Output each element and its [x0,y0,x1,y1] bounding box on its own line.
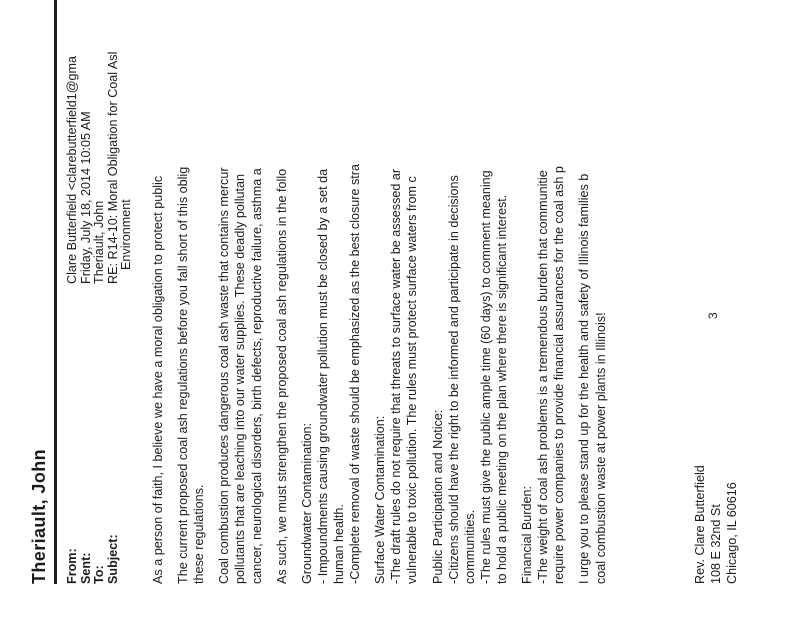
from-value: Clare Butterfield <clarebutterfield1@gma [65,55,79,284]
body-line: coal combustion waste at power plants in Illinois! [593,312,608,584]
body-paragraph [576,0,608,584]
body-line: communities. [462,509,477,584]
email-body [150,0,618,584]
body-line: Financial Burden: [520,485,535,584]
body-line: -The rules must give the public ample time (60 days) to comment meaning [478,170,493,584]
body-paragraph [519,0,567,584]
from-label: From: [65,548,79,584]
sent-label: Sent: [78,552,93,584]
body-line: human health. [331,504,346,584]
body-line: Public Participation and Notice: [430,409,445,584]
body-line: Groundwater Contamination: [299,422,314,584]
body-line: The current proposed coal ash regulations before you fall short of this oblig [176,166,191,584]
body-paragraph [430,0,511,584]
signature-line: Rev. Clare Butterfield [693,465,707,584]
signature-line: 108 E 32nd St [709,504,724,584]
subject-row [105,514,119,584]
body-line: -The weight of coal ash problems is a tremendous burden that communitie [536,170,551,584]
to-row [91,514,105,584]
body-line: vulnerable to toxic pollution. The rules must protect surface waters from c [405,176,420,584]
body-line: - Impoundments causing groundwater pollution must be closed by a set da [315,168,330,584]
body-line: to hold a public meeting on the plan where there is significant interest. [494,194,509,584]
signature-line: Chicago, IL 60616 [725,482,740,584]
subject-value: RE: R14-10: Moral Obligation for Coal Asl [105,51,120,284]
body-paragraph [274,0,290,584]
to-value: Theriault, John [92,200,106,284]
body-line: I urge you to please stand up for the health and safety of Illinois families b [577,173,592,584]
body-line: As such, we must strengthen the proposed coal ash regulations in the follo [274,168,289,584]
sent-value: Friday, July 18, 2014 10:05 AM [78,111,93,284]
page-number: 3 [706,312,720,319]
body-line: these regulations. [192,484,207,584]
body-line: -Citizens should have the right to be informed and participate in decisions [446,175,461,584]
body-line: As a person of faith, I believe we have a moral obligation to protect public [151,175,165,584]
body-line: -The draft rules do not require that threats to surface water be assessed ar [389,168,404,584]
body-paragraph [299,0,363,584]
document-recipient-name: Theriault, John [29,448,49,584]
rotated-document-page [2,4,762,624]
body-line: -Complete removal of waste should be emphasized as the best closure stra [348,163,363,584]
subject-value-continued: Environment [119,199,133,270]
header-rule [54,0,57,584]
body-paragraph [175,0,207,584]
body-paragraph [150,0,166,584]
to-label: To: [92,565,106,584]
body-paragraph [372,0,420,584]
body-line: Surface Water Contamination: [373,415,388,584]
body-line: pollutants that are leaching into our water supplies. These deadly pollutan [233,173,248,584]
signature-block [692,465,740,584]
email-header [64,51,133,584]
header-values [64,0,132,284]
subject-label: Subject: [105,534,120,584]
body-line: Coal combustion produces dangerous coal ash waste that contains mercur [217,167,232,584]
sent-row [78,514,92,584]
body-paragraph [216,0,264,584]
from-row [64,514,78,584]
body-line: require power companies to provide financial assurances for the coal ash p [552,166,567,584]
body-line: cancer, neurological disorders, birth defects, reproductive failure, asthma a [249,168,264,584]
